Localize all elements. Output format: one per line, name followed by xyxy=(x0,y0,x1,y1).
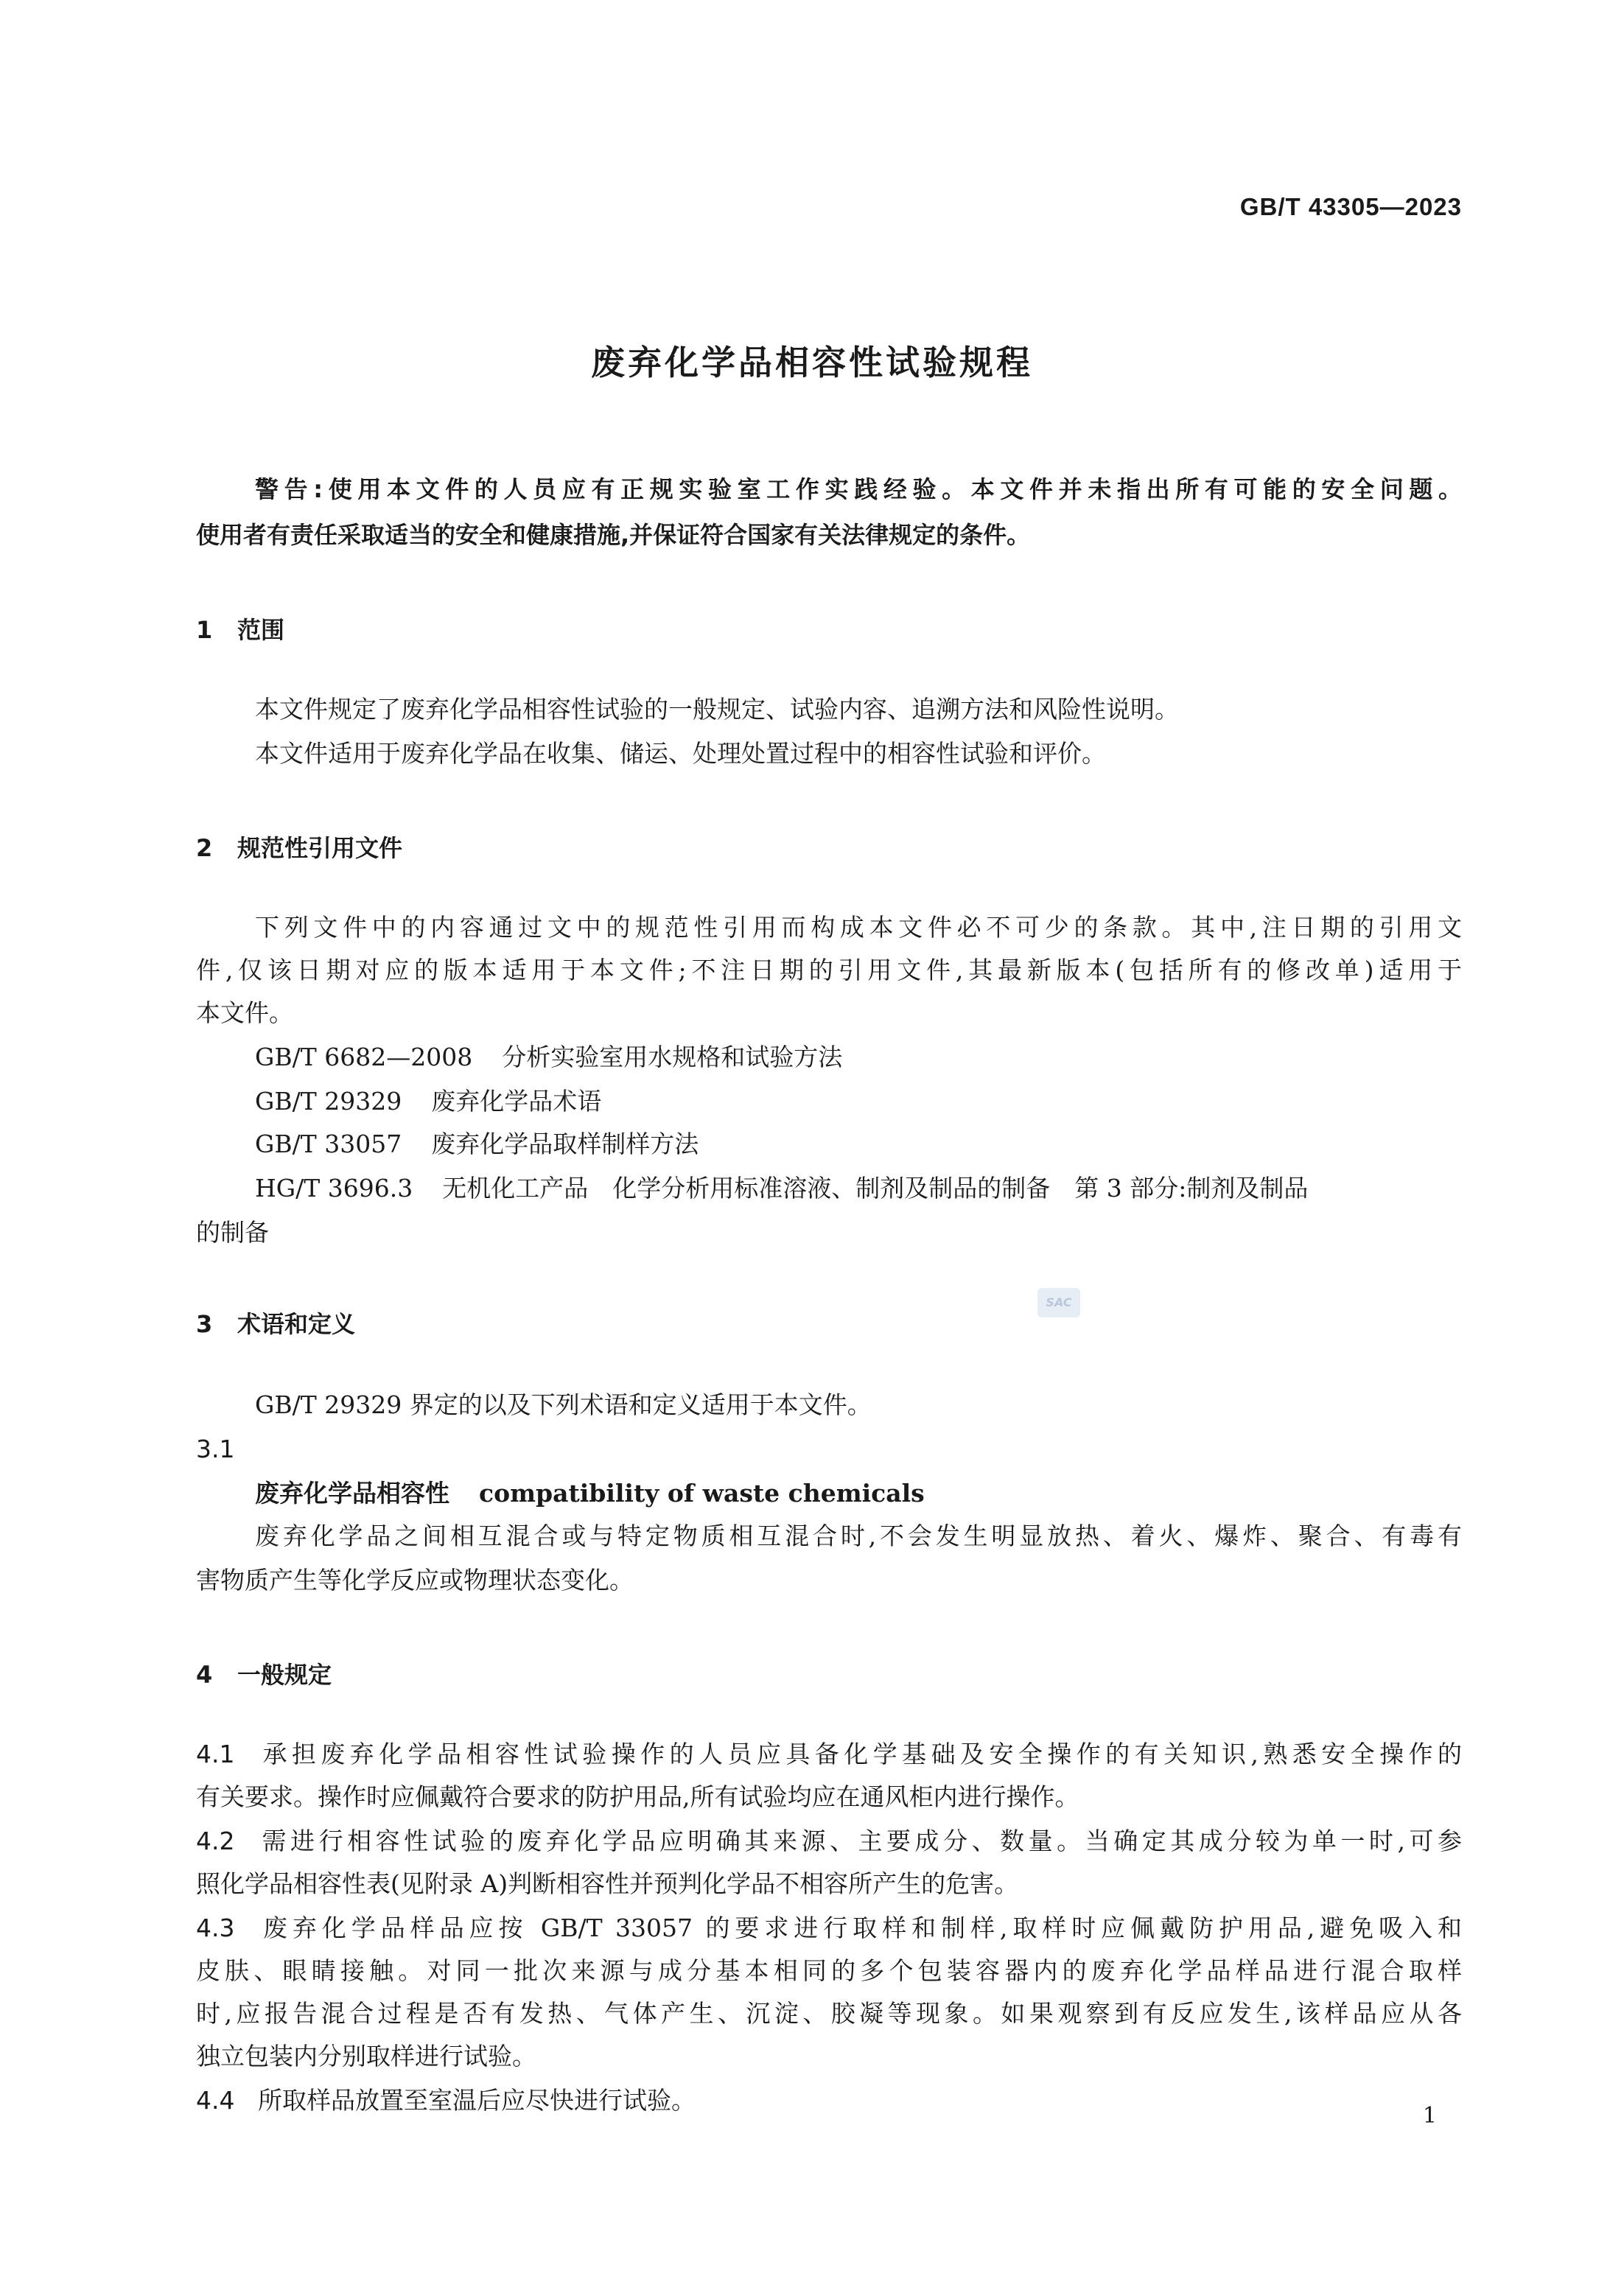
page-number: 1 xyxy=(1422,2103,1437,2129)
reference-item xyxy=(255,1087,602,1116)
reference-code: GB/T 29329 xyxy=(255,1087,402,1116)
clause-text: 废弃化学品样品应按 GB/T 33057 的要求进行取样和制样,取样时应佩戴防护用品,避免吸入和 xyxy=(258,1914,1462,1942)
paragraph: GB/T 29329 界定的以及下列术语和定义适用于本文件。 xyxy=(255,1390,872,1419)
document-title: 废弃化学品相容性试验规程 xyxy=(591,343,1033,382)
clause-number: 4.1 xyxy=(196,1740,235,1768)
reference-code: GB/T 6682—2008 xyxy=(255,1043,473,1071)
clause-number: 4.3 xyxy=(196,1914,235,1942)
clause-4-3-line-3: 时,应报告混合过程是否有发热、气体产生、沉淀、胶凝等现象。如果观察到有反应发生,该样品应从各 xyxy=(196,1999,1462,2028)
clause-4-4 xyxy=(196,2086,696,2115)
reference-title: 无机化工产品 化学分析用标准溶液、制剂及制品的制备 第 3 部分:制剂及制品 xyxy=(442,1174,1309,1202)
clause-4-1-line-2: 有关要求。操作时应佩戴符合要求的防护用品,所有试验均应在通风柜内进行操作。 xyxy=(196,1782,1079,1811)
section-number: 1 xyxy=(196,616,213,644)
definition-line: 害物质产生等化学反应或物理状态变化。 xyxy=(196,1566,634,1594)
paragraph: 本文件规定了废弃化学品相容性试验的一般规定、试验内容、追溯方法和风险性说明。 xyxy=(255,695,1179,724)
paragraph-line: 本文件。 xyxy=(196,998,293,1027)
section-number: 4 xyxy=(196,1661,213,1689)
definition-line: 废弃化学品之间相互混合或与特定物质相互混合时,不会发生明显放热、着火、爆炸、聚合、有毒有 xyxy=(255,1522,1462,1550)
warning-line-1: 警告:使用本文件的人员应有正规实验室工作实践经验。本文件并未指出所有可能的安全问题。 xyxy=(255,475,1462,503)
reference-title: 废弃化学品术语 xyxy=(431,1087,602,1116)
reference-item xyxy=(255,1176,1308,1200)
clause-4-3-line-4: 独立包装内分别取样进行试验。 xyxy=(196,2042,536,2070)
clause-number: 4.4 xyxy=(196,2086,235,2115)
section-4-heading xyxy=(196,1656,332,1690)
paragraph-line: 下列文件中的内容通过文中的规范性引用而构成本文件必不可少的条款。其中,注日期的引用文 xyxy=(255,913,1462,942)
clause-4-2-line-2: 照化学品相容性表(见附录 A)判断相容性并预判化学品不相容所产生的危害。 xyxy=(196,1869,1019,1898)
clause-4-3-line-1 xyxy=(196,1916,1462,1940)
section-1-heading xyxy=(196,612,284,645)
warning-line-2: 使用者有责任采取适当的安全和健康措施,并保证符合国家有关法律规定的条件。 xyxy=(196,521,1031,549)
standard-code: GB/T 43305—2023 xyxy=(1239,193,1462,220)
section-number: 2 xyxy=(196,834,213,862)
clause-4-3-line-2: 皮肤、眼睛接触。对同一批次来源与成分基本相同的多个包装容器内的废弃化学品样品进行混合取样 xyxy=(196,1956,1462,1985)
clause-4-2-line-1 xyxy=(196,1829,1462,1853)
clause-text: 承担废弃化学品相容性试验操作的人员应具备化学基础及安全操作的有关知识,熟悉安全操作的 xyxy=(258,1740,1462,1768)
clause-number: 4.2 xyxy=(196,1827,235,1855)
reference-continuation: 的制备 xyxy=(196,1218,269,1247)
reference-code: HG/T 3696.3 xyxy=(255,1174,413,1202)
reference-title: 分析实验室用水规格和试验方法 xyxy=(502,1043,843,1071)
term-number: 3.1 xyxy=(196,1435,235,1463)
reference-title: 废弃化学品取样制样方法 xyxy=(431,1130,699,1158)
term-english: compatibility of waste chemicals xyxy=(479,1479,925,1508)
reference-item xyxy=(255,1132,699,1156)
clause-text: 需进行相容性试验的废弃化学品应明确其来源、主要成分、数量。当确定其成分较为单一时,可参 xyxy=(258,1827,1462,1855)
reference-code: GB/T 33057 xyxy=(255,1130,402,1158)
term-chinese: 废弃化学品相容性 xyxy=(255,1479,449,1508)
clause-4-1-line-1 xyxy=(196,1742,1462,1766)
paragraph: 本文件适用于废弃化学品在收集、储运、处理处置过程中的相容性试验和评价。 xyxy=(255,739,1106,768)
term-entry xyxy=(255,1479,925,1508)
reference-item xyxy=(255,1045,842,1069)
sac-watermark: SAC xyxy=(1037,1288,1080,1317)
section-title: 术语和定义 xyxy=(237,1310,356,1338)
section-title: 范围 xyxy=(237,616,285,644)
section-title: 规范性引用文件 xyxy=(237,834,403,862)
section-title: 一般规定 xyxy=(237,1661,332,1689)
paragraph-line: 件,仅该日期对应的版本适用于本文件;不注日期的引用文件,其最新版本(包括所有的修改单)适用于 xyxy=(196,956,1462,984)
clause-text: 所取样品放置至室温后应尽快进行试验。 xyxy=(258,2086,696,2115)
section-number: 3 xyxy=(196,1310,213,1338)
section-2-heading xyxy=(196,830,402,864)
section-3-heading xyxy=(196,1306,355,1340)
